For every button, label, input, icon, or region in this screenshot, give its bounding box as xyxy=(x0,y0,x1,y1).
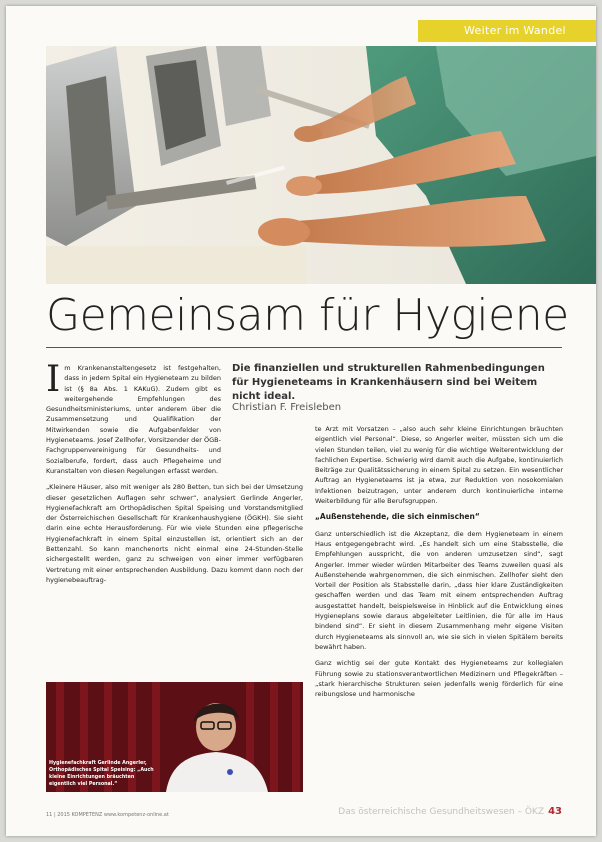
magazine-page xyxy=(6,6,596,836)
section-subhead: „Außenstehende, die sich einmischen“ xyxy=(315,512,480,522)
body-paragraph: te Arzt mit Vorsatzen – „also auch sehr kleine Einrichtungen bräuchten eigentlich viel Personal“. Diese, so Angerler weiter, müssten sich um die vielen Stunden teilen, viel zu wenig für die wichtige Weiterentwicklung der fachlichen Expertise. Schwierig wird damit auch die Aufgabe, kontinuierlich Beiträge zur Qualitätssicherung in einem Spital zu setzen. Ein wesentlicher Auftrag an Hygieneteams ist ja etwa, zur Reduktion von nosokomialen Infektionen beizutragen, unter anderem durch kontinuierliche interne Weiterbildung für alle Berufsgruppen. xyxy=(315,425,563,506)
portrait-photo xyxy=(46,682,303,792)
article-headline: Gemeinsam für Hygiene xyxy=(46,290,569,341)
body-paragraph: Ganz unterschiedlich ist die Akzeptanz, die dem Hygieneteam in einem Haus entgegengebracht wird. „Es handelt sich um eine Stabsstelle, die Empfehlungen ausspricht, die von anderen umzusetzen sind“, sagt Angerler. Immer wieder würden Mitarbeiter des Teams zuweilen quasi als Außenstehende wahrgenommen, die sich einmischen. Zellhofer sieht den Vorteil der Position als Stabsstelle darin, „dass hier klare Zuständigkeiten geschaffen werden und das Team mit einem entsprechenden Auftrag ausgestattet handelt, beispielsweise in Hinblick auf die Entwicklung eines Hygieneplans sowie daraus abgeleiteter Leitlinien, die für alle im Haus bindend sind“. Er sieht in diesem Zusammenhang mehr eigene Visiten durch Hygieneteams als sinnvoll an, wie sie sich in vielen Spitälern bereits bewährt haben. xyxy=(315,529,563,651)
text-column-left xyxy=(46,359,303,591)
footer-publication: Das österreichische Gesundheitswesen – ÖKZ xyxy=(338,807,544,817)
hero-photo xyxy=(46,46,596,284)
body-paragraph: „Kleinere Häuser, also mit weniger als 280 Betten, tun sich bei der Umsetzung dieser gesetzlichen Auflagen sehr schwer“, analysiert Gerlinde Angerler, Hygienefachkraft am Orthopädischen Spital Speising und Vorstandsmitglied der Österreichischen Gesellschaft für Krankenhaushygiene (ÖGKH). Sie sieht darin eine echte Herausforderung. Für wie viele Stunden eine pflegerische Hygienefachkraft in einem Spital einzustellen ist, orientiert sich an der Bettenzahl. So kann manchenorts nicht einmal eine 24-Stunden-Stelle sichergestellt werden, ganz zu schweigen von einer immer verfügbaren Vertretung mit einer entsprechenden Ausbildung. Dazu kommt dann noch der hygienebeauftrag- xyxy=(46,483,303,584)
hand-washing-illustration xyxy=(46,46,596,284)
headline-divider xyxy=(46,347,562,348)
photo-caption: Hygienefachkraft Gerlinde Angerler, Orthopädisches Spital Speising: „Auch kleine Einrichtungen bräuchten eigentlich viel Personal.“ xyxy=(49,761,154,787)
text-column-right xyxy=(315,424,563,705)
article-lead: Die finanziellen und strukturellen Rahmenbedingungen für Hygieneteams in Krankenhäusern sind bei Weitem nicht ideal. xyxy=(232,363,545,402)
footer-issue-info: 11 | 2015 KOMPETENZ www.kompetenz-online.at xyxy=(46,812,169,818)
section-tag: Weiter im Wandel xyxy=(418,20,596,42)
intro-text: m Krankenanstaltengesetz ist festgehalten, dass in jedem Spital ein Hygieneteam zu bilden ist (§ 8a Abs. 1 KAKuG). Zudem gibt es weitergehende Empfehlungen des Gesundheitsministeriums, unter anderem über die Zusammensetzung und Qualifikation der Mitwirkenden sowie die Aufgabenfelder von Hygieneteams. Josef Zellhofer, Vorsitzender der ÖGB-Fachgruppenvereinigung für Gesundheits- und Sozialberufe, fordert, dass auch Pflegeheime und Kuranstalten von diesen Regelungen erfasst werden. xyxy=(46,364,221,475)
intro-paragraph xyxy=(46,359,221,476)
page-number: 43 xyxy=(548,806,562,817)
article-author: Christian F. Freisleben xyxy=(232,402,342,413)
drop-cap: I xyxy=(46,359,61,400)
body-paragraph: Ganz wichtig sei der gute Kontakt des Hygieneteams zur kollegialen Führung sowie zu stationsverantwortlichen Medizinern und Pflegekräften – „stark hierarchische Strukturen seien jedenfalls wenig förderlich für eine reibungslose und harmonische xyxy=(315,659,563,699)
